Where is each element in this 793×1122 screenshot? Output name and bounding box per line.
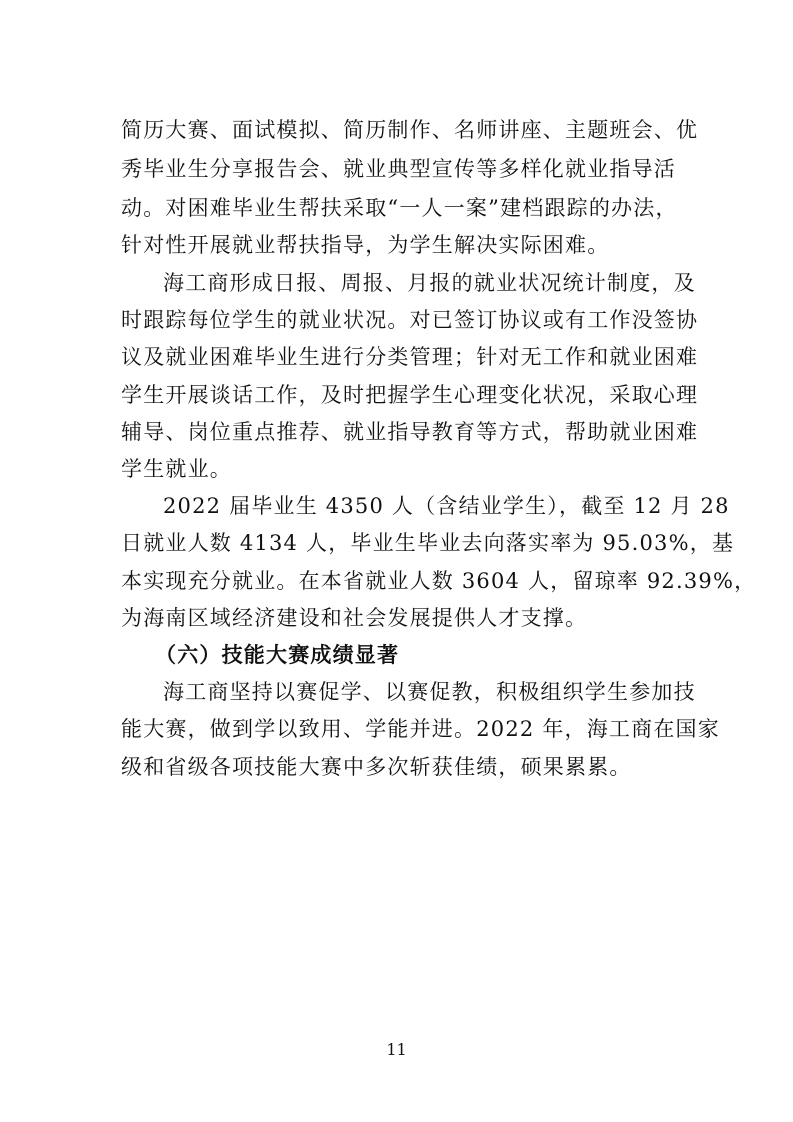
text-line: 本实现充分就业。在本省就业人数 3604 人，留琼率 92.39%， (121, 569, 757, 593)
text-line: 学生就业。 (121, 457, 232, 481)
text-line: 级和省级各项技能大赛中多次斩获佳绩，硕果累累。 (121, 755, 632, 779)
section-heading: （六）技能大赛成绩显著 (155, 643, 400, 667)
text-line: 动。对困难毕业生帮扶采取“一人一案”建档跟踪的办法， (121, 196, 678, 220)
text-line: 2022 届毕业生 4350 人（含结业学生），截至 12 月 28 (163, 494, 730, 518)
text-line: 日就业人数 4134 人，毕业生毕业去向落实率为 95.03%，基 (121, 531, 735, 555)
text-line: 能大赛，做到学以致用、学能并进。2022 年，海工商在国家 (121, 717, 720, 741)
text-line: 为海南区域经济建设和社会发展提供人才支撑。 (121, 606, 588, 630)
text-line: 秀毕业生分享报告会、就业典型宣传等多样化就业指导活 (121, 157, 676, 181)
text-line: 辅导、岗位重点推荐、就业指导教育等方式，帮助就业困难 (121, 420, 699, 444)
text-line: 时跟踪每位学生的就业状况。对已签订协议或有工作没签协 (121, 308, 699, 332)
text-line: 海工商坚持以赛促学、以赛促教，积极组织学生参加技 (163, 680, 696, 704)
text-line: 简历大赛、面试模拟、简历制作、名师讲座、主题班会、优 (121, 118, 699, 142)
text-line: 学生开展谈话工作，及时把握学生心理变化状况，采取心理 (121, 383, 699, 407)
text-line: 议及就业困难毕业生进行分类管理；针对无工作和就业困难 (121, 345, 699, 369)
text-line: 海工商形成日报、周报、月报的就业状况统计制度，及 (163, 271, 696, 295)
page-number: 11 (386, 1040, 407, 1059)
text-line: 针对性开展就业帮扶指导，为学生解决实际困难。 (121, 233, 610, 257)
